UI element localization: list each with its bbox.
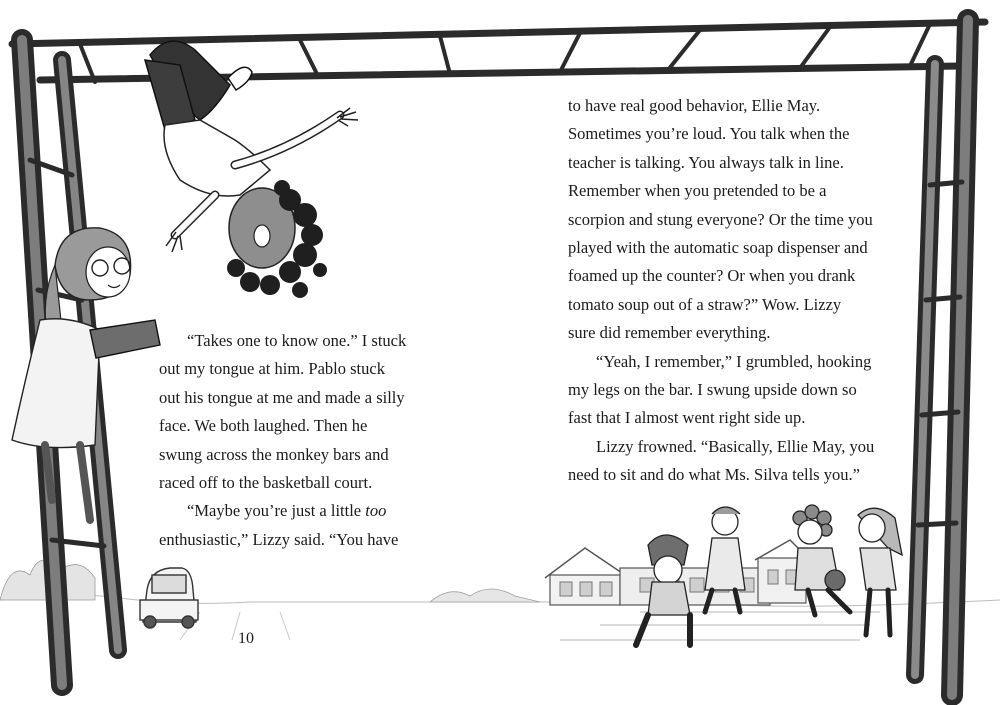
text-line: Lizzy frowned. “Basically, Ellie May, you bbox=[596, 436, 875, 456]
text-line: enthusiastic,” Lizzy said. “You have bbox=[159, 529, 399, 549]
text-line: sure did remember everything. bbox=[568, 323, 771, 343]
text-line: out my tongue at him. Pablo stuck bbox=[159, 359, 385, 379]
page-number: 10 bbox=[238, 630, 254, 647]
left-column-text bbox=[159, 327, 406, 554]
text-line: my legs on the bar. I swung upside down so bbox=[568, 380, 857, 400]
text-line: played with the automatic soap dispenser and bbox=[568, 238, 868, 258]
text-run: “Maybe you’re just a little bbox=[187, 501, 366, 521]
text-line: foamed up the counter? Or when you drank bbox=[568, 266, 856, 286]
text-line: Sometimes you’re loud. You talk when the bbox=[568, 124, 850, 144]
text-line: “Yeah, I remember,” I grumbled, hooking bbox=[596, 351, 872, 371]
text-line: fast that I almost went right side up. bbox=[568, 408, 806, 428]
text-line: “Takes one to know one.” I stuck bbox=[187, 331, 407, 350]
text-line: raced off to the basketball court. bbox=[159, 473, 373, 493]
text-line: swung across the monkey bars and bbox=[159, 444, 389, 464]
text-line: to have real good behavior, Ellie May. bbox=[568, 96, 821, 115]
text-line: out his tongue at me and made a silly bbox=[159, 387, 405, 407]
text-line: tomato soup out of a straw?” Wow. Lizzy bbox=[568, 294, 842, 314]
italic-word: too bbox=[365, 501, 387, 521]
text-line bbox=[159, 497, 406, 525]
text-line: scorpion and stung everyone? Or the time you bbox=[568, 209, 873, 229]
text-line: face. We both laughed. Then he bbox=[159, 416, 368, 436]
car bbox=[140, 568, 198, 628]
text-line: Remember when you pretended to be a bbox=[568, 181, 827, 201]
text-line: need to sit and do what Ms. Silva tells you.” bbox=[568, 465, 860, 485]
text-line: teacher is talking. You always talk in line. bbox=[568, 152, 844, 172]
right-column-text bbox=[568, 92, 874, 490]
